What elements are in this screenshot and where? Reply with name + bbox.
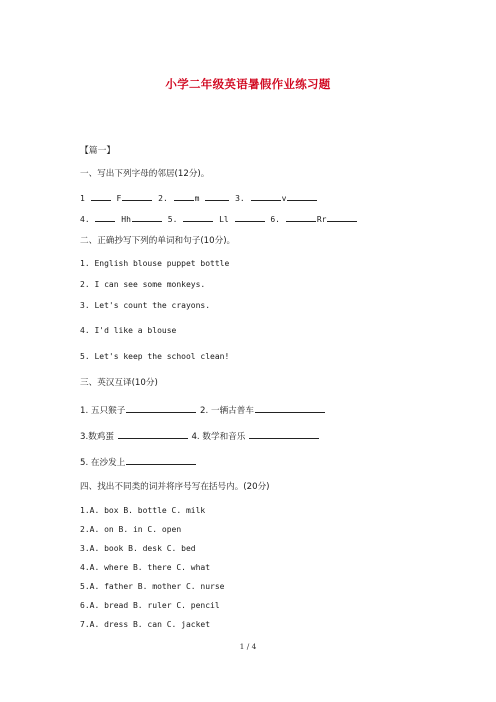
translate-q4-blank[interactable] — [249, 429, 319, 439]
translate-q5: 5. 在沙发上 — [80, 458, 126, 468]
translate-q3-blank[interactable] — [118, 429, 188, 439]
q4-blank-left[interactable] — [95, 212, 115, 222]
q4-number: 4. — [80, 215, 90, 224]
section1-row2 — [80, 212, 358, 226]
section2-item: 2. I can see some monkeys. — [80, 280, 206, 289]
translate-q4: 4. 数学和音乐 — [191, 432, 246, 442]
section1-row1 — [80, 191, 318, 205]
section3-heading: 三、英汉互译(10分) — [80, 378, 158, 388]
section4-item: 5.A. father B. mother C. nurse — [80, 582, 225, 591]
section2-item: 4. I'd like a blouse — [80, 326, 177, 335]
document-title: 小学二年级英语暑假作业练习题 — [165, 77, 331, 91]
page-number: 1 / 4 — [239, 642, 257, 651]
q6-blank-left[interactable] — [286, 212, 316, 222]
section2-heading: 二、正确抄写下列的单词和句子(10分)。 — [80, 236, 236, 246]
q5-blank-left[interactable] — [183, 212, 213, 222]
section4-item: 6.A. bread B. ruler C. pencil — [80, 601, 220, 610]
translate-q1: 1. 五只猴子 — [80, 406, 126, 416]
section4-item: 7.A. dress B. can C. jacket — [80, 620, 211, 629]
part-label: 【篇一】 — [80, 146, 116, 156]
q1-number: 1 — [80, 194, 85, 203]
section3-row2 — [80, 429, 320, 443]
section4-item: 4.A. where B. there C. what — [80, 563, 211, 572]
q2-letter: m — [194, 194, 200, 203]
q2-blank-left[interactable] — [174, 191, 194, 201]
q6-letter: Rr — [316, 215, 327, 224]
q5-letter: Ll — [219, 215, 229, 224]
section2-item: 1. English blouse puppet bottle — [80, 259, 230, 268]
section1-heading: 一、写出下列字母的邻居(12分)。 — [80, 169, 210, 179]
translate-q5-blank[interactable] — [126, 455, 196, 465]
q3-blank-right[interactable] — [287, 191, 317, 201]
q2-blank-right[interactable] — [205, 191, 229, 201]
q3-letter: v — [281, 194, 287, 203]
section4-item: 2.A. on B. in C. open — [80, 525, 182, 534]
q3-number: 3. — [235, 194, 245, 203]
q5-blank-right[interactable] — [235, 212, 265, 222]
section3-row3 — [80, 455, 197, 469]
translate-q1-blank[interactable] — [126, 403, 196, 413]
section2-item: 3. Let's count the crayons. — [80, 301, 211, 310]
q3-blank-left[interactable] — [251, 191, 281, 201]
q4-blank-right[interactable] — [132, 212, 162, 222]
q1-letter: F — [116, 194, 122, 203]
q1-blank-right[interactable] — [122, 191, 152, 201]
translate-q3: 3.数鸡蛋 — [80, 432, 114, 442]
section2-item: 5. Let's keep the school clean! — [80, 352, 230, 361]
q2-number: 2. — [158, 194, 168, 203]
section3-row1 — [80, 403, 326, 417]
section4-heading: 四、找出不同类的词并将序号写在括号内。(20分) — [80, 482, 270, 492]
q6-blank-right[interactable] — [327, 212, 357, 222]
q6-number: 6. — [270, 215, 280, 224]
section4-item: 1.A. box B. bottle C. milk — [80, 506, 206, 515]
q5-number: 5. — [167, 215, 178, 224]
q1-blank-left[interactable] — [91, 191, 111, 201]
translate-q2: 2. 一辆古普车 — [200, 406, 254, 416]
section4-item: 3.A. book B. desk C. bed — [80, 544, 196, 553]
translate-q2-blank[interactable] — [255, 403, 325, 413]
q4-letter: Hh — [121, 215, 131, 224]
